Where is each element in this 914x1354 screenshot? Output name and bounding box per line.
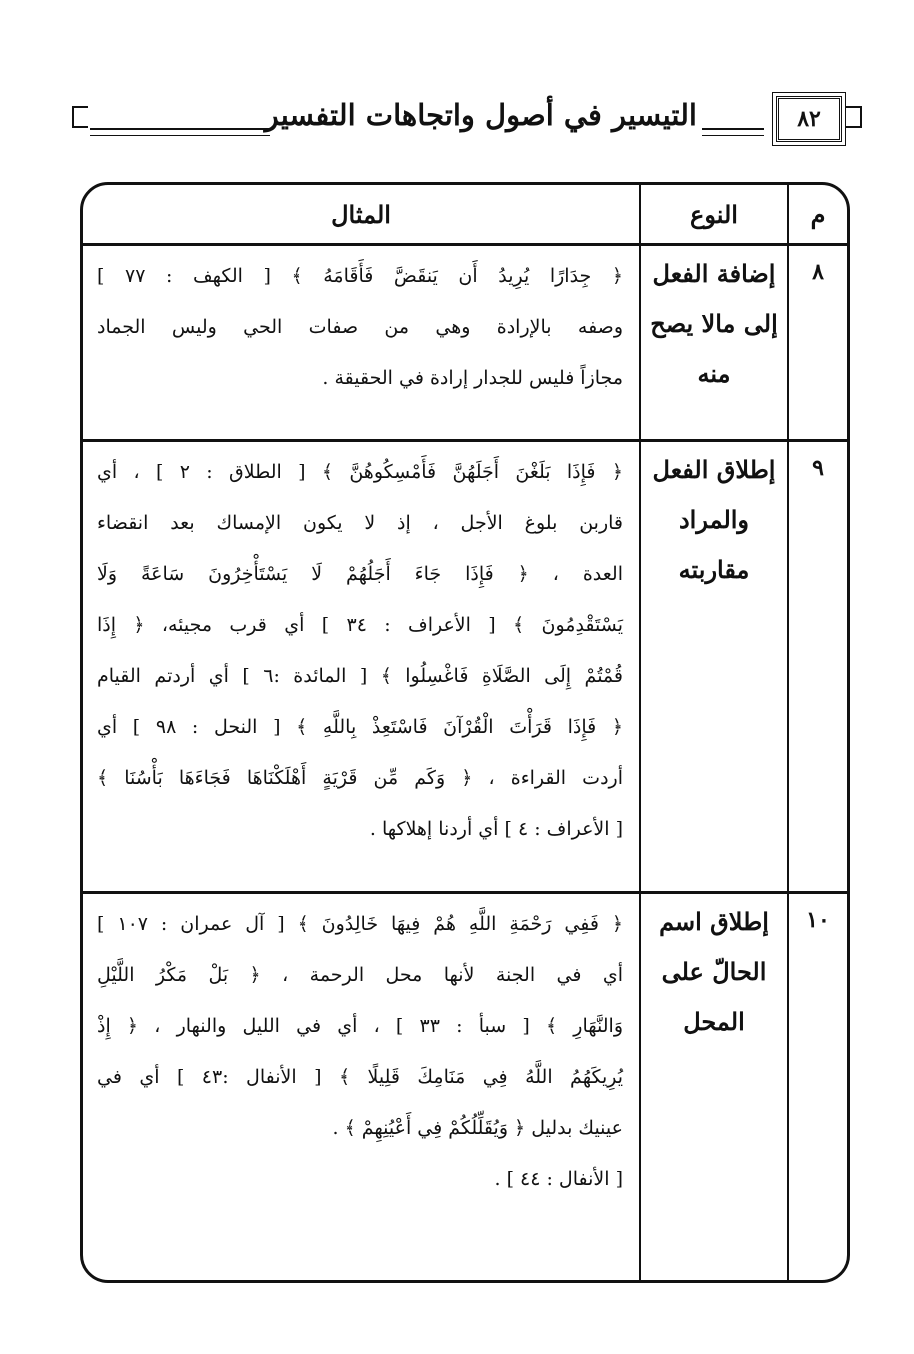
example-line: يَسْتَقْدِمُونَ ﴾ [ الأعراف : ٣٤ ] أي قرب مجيئه، ﴿ إِذَا bbox=[97, 614, 623, 636]
column-header-type: النوع bbox=[639, 185, 787, 243]
header-rule-right bbox=[702, 128, 764, 136]
row-number: ٨ bbox=[787, 243, 847, 439]
row-example bbox=[83, 439, 639, 891]
table-row bbox=[83, 891, 847, 1283]
header-rule-left bbox=[90, 128, 270, 136]
example-line: ﴿ فَفِي رَحْمَةِ اللَّهِ هُمْ فِيهَا خَالِدُونَ ﴾ [ آل عمران : ١٠٧ ] bbox=[97, 913, 624, 935]
row-type bbox=[639, 891, 787, 1283]
examples-table bbox=[80, 182, 850, 1283]
type-line: إطلاق اسم bbox=[659, 907, 769, 936]
type-line: الحالّ على bbox=[661, 957, 767, 986]
row-number: ٩ bbox=[787, 439, 847, 891]
running-title: التيسير في أصول واتجاهات التفسير bbox=[264, 98, 697, 132]
type-line: إلى مالا يصح bbox=[650, 309, 778, 338]
example-line: [ الأنفال : ٤٤ ] . bbox=[494, 1168, 623, 1190]
row-example bbox=[83, 243, 639, 439]
type-line: مقاربته bbox=[678, 555, 750, 584]
example-line: عينيك بدليل ﴿ وَيُقَلِّلُكُمْ فِي أَعْيُنِهِمْ ﴾ . bbox=[332, 1117, 623, 1139]
example-line: ﴿ جِدَارًا يُرِيدُ أَن يَنقَضَّ فَأَقَامَهُ ﴾ [ الكهف : ٧٧ ] bbox=[97, 265, 623, 287]
example-line: أي في الجنة لأنها محل الرحمة ، ﴿ بَلْ مَكْرُ اللَّيْلِ bbox=[97, 964, 623, 986]
table-row bbox=[83, 439, 847, 894]
example-line: قُمْتُمْ إِلَى الصَّلَاةِ فَاغْسِلُوا ﴾ [ المائدة :٦ ] أي أردتم القيام bbox=[97, 665, 623, 687]
type-line: إطلاق الفعل bbox=[652, 455, 776, 484]
running-header bbox=[72, 92, 862, 156]
example-line: العدة ، ﴿ فَإِذَا جَاءَ أَجَلُهُمْ لَا يَسْتَأْخِرُونَ سَاعَةً وَلَا bbox=[97, 563, 623, 585]
header-ornament-left bbox=[72, 106, 88, 128]
example-line: [ الأعراف : ٤ ] أي أردنا إهلاكها . bbox=[369, 818, 623, 840]
row-example bbox=[83, 891, 639, 1283]
header-ornament-right bbox=[846, 106, 862, 128]
row-type bbox=[639, 439, 787, 891]
type-line: المحل bbox=[683, 1007, 745, 1036]
type-line: إضافة الفعل bbox=[652, 259, 776, 288]
type-line: منه bbox=[697, 359, 731, 388]
table-header-row bbox=[83, 185, 847, 246]
example-line: أردت القراءة ، ﴿ وَكَم مِّن قَرْيَةٍ أَهْلَكْنَاهَا فَجَاءَهَا بَأْسُنَا ﴾ bbox=[97, 767, 623, 789]
example-line: قاربن بلوغ الأجل ، إذ لا يكون الإمساك بعد انقضاء bbox=[97, 512, 623, 534]
page-number: ٨٢ bbox=[776, 96, 842, 142]
example-line: ﴿ فَإِذَا بَلَغْنَ أَجَلَهُنَّ فَأَمْسِكُوهُنَّ ﴾ [ الطلاق : ٢ ] ، أي bbox=[97, 461, 623, 483]
example-line: ﴿ فَإِذَا قَرَأْتَ الْقُرْآنَ فَاسْتَعِذْ بِاللَّهِ ﴾ [ النحل : ٩٨ ] أي bbox=[97, 716, 623, 738]
type-line: والمراد bbox=[678, 505, 750, 534]
table-row bbox=[83, 243, 847, 442]
row-number: ١٠ bbox=[787, 891, 847, 1283]
column-header-num: م bbox=[787, 185, 847, 243]
row-type bbox=[639, 243, 787, 439]
example-line: يُرِيكَهُمُ اللَّهُ فِي مَنَامِكَ قَلِيلًا ﴾ [ الأنفال :٤٣ ] أي في bbox=[97, 1066, 623, 1088]
example-line: وَالنَّهَارِ ﴾ [ سبأ : ٣٣ ] ، أي في الليل والنهار ، ﴿ إِذْ bbox=[97, 1015, 623, 1037]
example-line: وصفه بالإرادة وهي من صفات الحي وليس الجماد bbox=[97, 316, 623, 338]
column-header-example: المثال bbox=[331, 199, 391, 229]
example-line: مجازاً فليس للجدار إرادة في الحقيقة . bbox=[322, 367, 623, 389]
